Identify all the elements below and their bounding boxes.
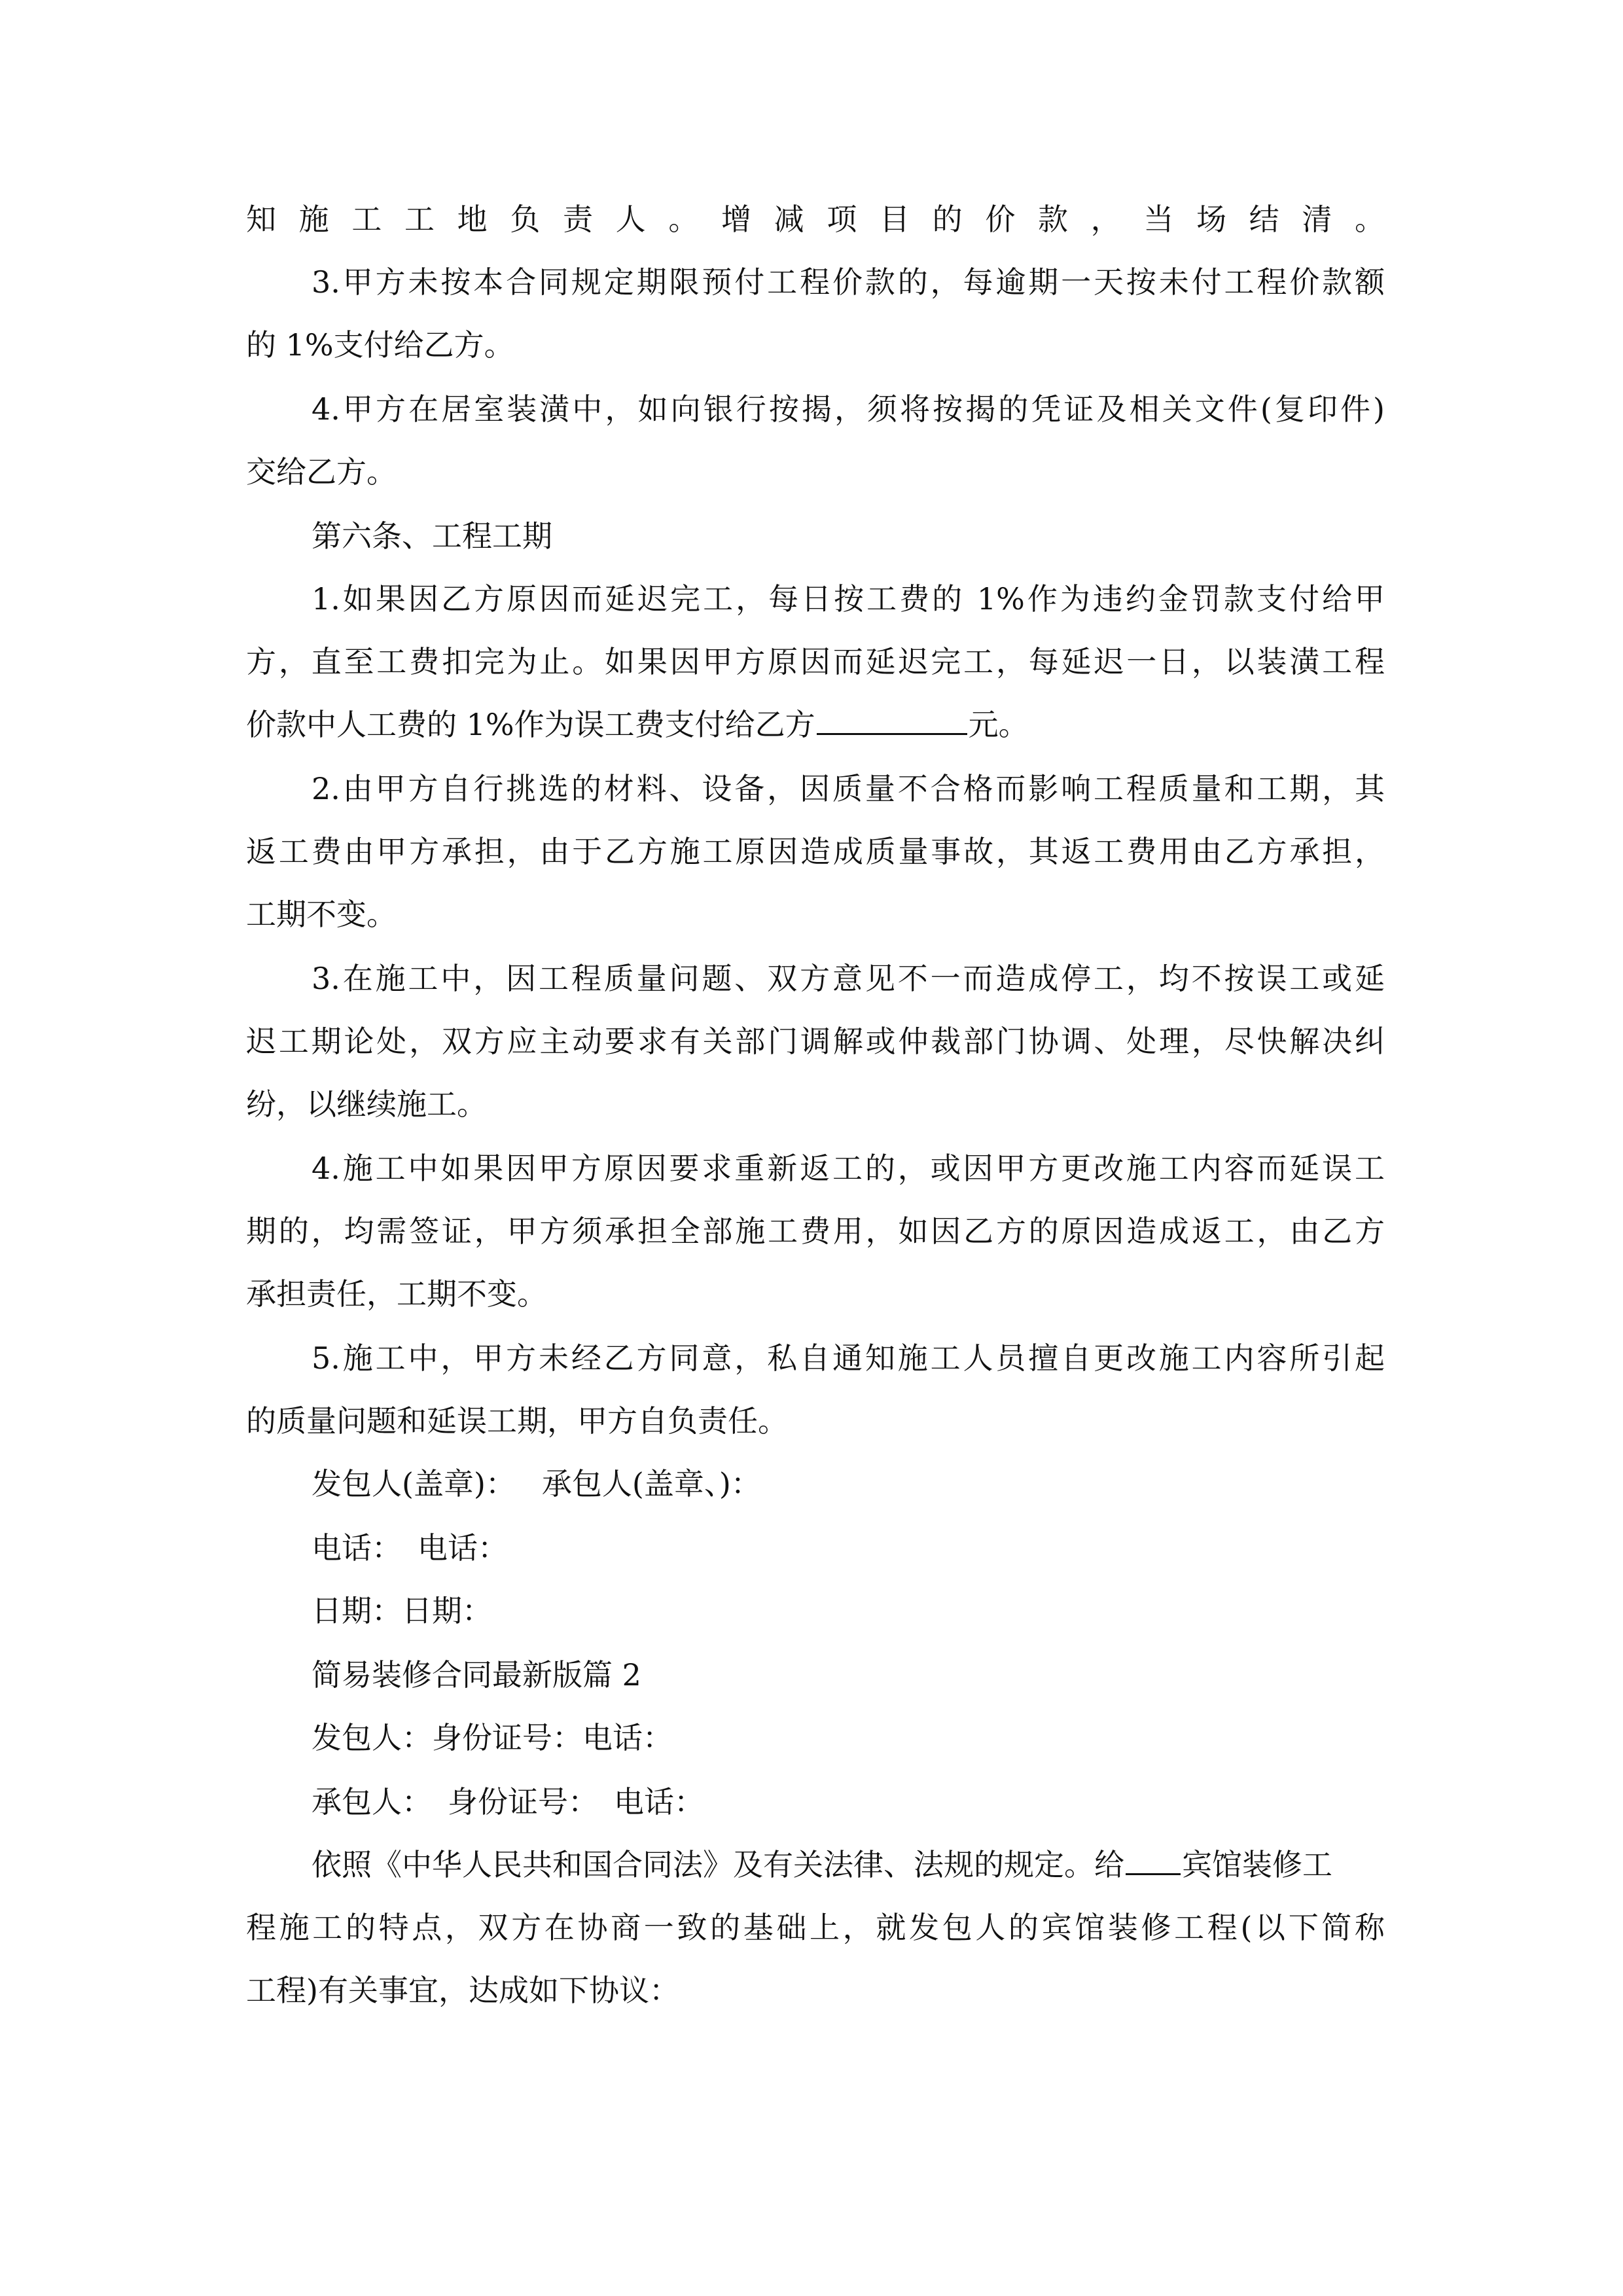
paragraph-line: 承担责任，工期不变。 [246, 1276, 547, 1312]
section-heading: 第六条、工程工期 [312, 518, 552, 554]
paragraph-line: 工程)有关事宜，达成如下协议： [246, 1973, 679, 2008]
paragraph-line: 交给乙方。 [246, 454, 397, 490]
paragraph-line: 返工费由甲方承担，由于乙方施工原因造成质量事故，其返工费用由乙方承担， [246, 834, 1385, 869]
paragraph-line: 工期不变。 [246, 897, 397, 932]
paragraph-line: 3.在施工中，因工程质量问题、双方意见不一而造成停工，均不按误工或延 [312, 961, 1385, 996]
paragraph-line: 4.甲方在居室装潢中，如向银行按揭，须将按揭的凭证及相关文件(复印件) [312, 391, 1385, 427]
contractor-label: 承包人： [312, 1784, 432, 1820]
paragraph-line: 程施工的特点，双方在协商一致的基础上，就发包人的宾馆装修工程(以下简称 [246, 1910, 1385, 1945]
paragraph-line: 4.施工中如果因甲方原因要求重新返工的，或因甲方更改施工内容而延误工 [312, 1151, 1385, 1186]
party-line [312, 1779, 704, 1825]
paragraph-line: 纷，以继续施工。 [246, 1086, 487, 1122]
paragraph-text: 元。 [968, 707, 1029, 742]
paragraph-line: 方，直至工费扣完为止。如果因甲方原因而延迟完工，每延迟一日，以装潢工程 [246, 644, 1385, 679]
phone-label: 电话： [614, 1784, 704, 1820]
paragraph-line: 的 1%支付给乙方。 [246, 327, 514, 363]
signature-line [312, 1525, 508, 1571]
fill-in-blank[interactable] [817, 707, 967, 735]
fill-in-blank[interactable] [1126, 1847, 1181, 1875]
signature-line: 日期：日期： [312, 1593, 492, 1628]
paragraph-line: 3.甲方未按本合同规定期限预付工程价款的，每逾期一天按未付工程价款额 [312, 264, 1385, 300]
paragraph-line: 的质量问题和延误工期，甲方自负责任。 [246, 1403, 788, 1439]
paragraph-line [312, 1842, 1332, 1888]
paragraph-text: 宾馆装修工 [1182, 1847, 1332, 1882]
paragraph-text: 价款中人工费的 1%作为误工费支付给乙方 [246, 707, 815, 742]
contract-heading: 简易装修合同最新版篇 2 [312, 1657, 641, 1693]
paragraph-line: 期的，均需签证，甲方须承担全部施工费用，如因乙方的原因造成返工，由乙方 [246, 1213, 1385, 1249]
paragraph-line: 2.由甲方自行挑选的材料、设备，因质量不合格而影响工程质量和工期，其 [312, 771, 1385, 806]
id-number-label: 身份证号： [448, 1784, 598, 1820]
paragraph-text: 依照《中华人民共和国合同法》及有关法律、法规的规定。给 [312, 1847, 1124, 1882]
paragraph-line: 5.施工中，甲方未经乙方同意，私自通知施工人员擅自更改施工内容所引起 [312, 1340, 1385, 1376]
employer-seal-label: 发包人(盖章)： [312, 1466, 516, 1501]
signature-line [312, 1461, 761, 1507]
paragraph-line: 1.如果因乙方原因而延迟完工，每日按工费的 1%作为违约金罚款支付给甲 [312, 581, 1385, 617]
employer-phone-label: 电话： [312, 1530, 402, 1566]
paragraph-line: 迟工期论处，双方应主动要求有关部门调解或仲裁部门协调、处理，尽快解决纠 [246, 1024, 1385, 1059]
paragraph-line [246, 702, 1029, 747]
party-line: 发包人：身份证号：电话： [312, 1720, 673, 1755]
paragraph-line: 知施工工地负责人。增减项目的价款，当场结清。 [246, 202, 1385, 237]
contractor-phone-label: 电话： [418, 1530, 508, 1566]
contractor-seal-label: 承包人(盖章、)： [541, 1466, 761, 1501]
